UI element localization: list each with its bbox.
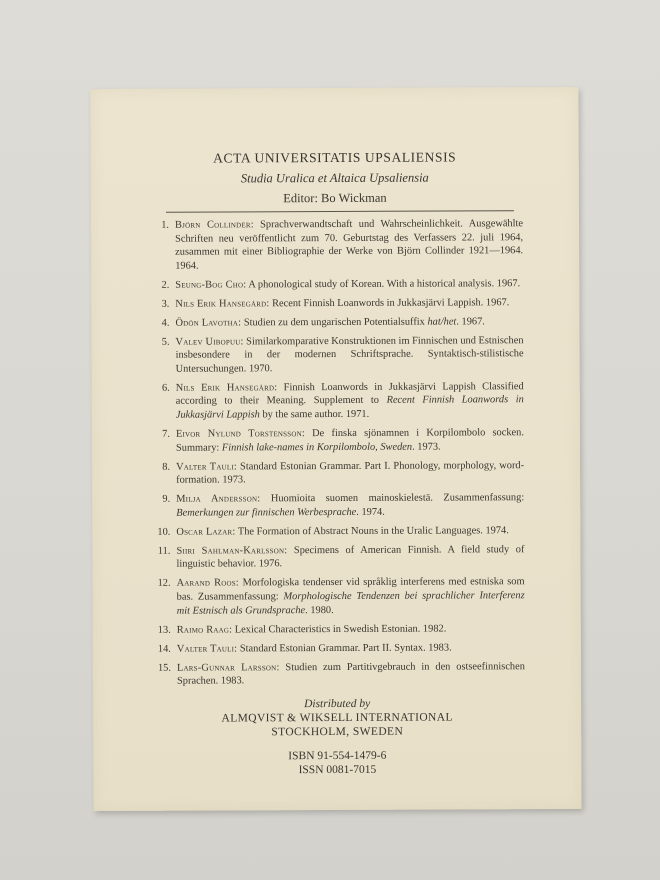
isbn-number: ISBN 91-554-1479-6 xyxy=(288,749,387,763)
volume-number: 5. xyxy=(161,336,170,348)
volume-list-item xyxy=(152,426,524,455)
volume-title: Similarkomparative Konstruktionen im Finnischen und Estnischen insbesondere in der modernen Schriftsprache. Syntaktisch-stilistische Untersuchungen. 1970. xyxy=(175,334,524,375)
volume-title: Huomioita suomen mainoskielestä. Zusammenfassung: xyxy=(260,492,525,505)
volume-title: Standard Estonian Grammar. Part I. Phonology, morphology, word-formation. 1973. xyxy=(176,459,525,486)
volume-number: 14. xyxy=(157,643,171,655)
distributed-by-label: Distributed by xyxy=(304,697,371,711)
volume-author: Valter Tauli: xyxy=(176,461,237,473)
volume-list-item xyxy=(153,622,525,637)
volume-list-item xyxy=(152,524,524,539)
volume-list-item xyxy=(153,660,525,689)
volume-title-italic: Finnish lake-names in Korpilombolo, Sweden xyxy=(221,441,413,454)
publisher-city: STOCKHOLM, SWEDEN xyxy=(271,725,404,739)
volume-author: Oscar Lazar: xyxy=(176,526,236,538)
volume-list-item xyxy=(152,491,524,520)
volume-list-item xyxy=(152,380,524,422)
volume-author: Nils Erik Hansegård: xyxy=(175,382,278,394)
volume-title: Morfologiska tendenser vid språklig interferens med estniska som bas. Zusammenfassung: xyxy=(176,576,525,603)
volume-title-end: . 1974. xyxy=(356,506,385,518)
volume-author: Seung-Bog Cho: xyxy=(175,279,247,291)
volume-author: Lars-Gunnar Larsson: xyxy=(176,661,280,674)
volume-author: Björn Collinder: xyxy=(174,219,254,231)
volume-title: Lexical Characteristics in Swedish Estonian. 1982. xyxy=(232,623,447,635)
volume-number: 2. xyxy=(161,279,170,291)
header-divider xyxy=(166,210,514,213)
volume-number: 4. xyxy=(161,317,170,329)
volume-list-item xyxy=(151,217,523,273)
volume-title: De finska sjönamnen i Korpilombolo socken. Summary: xyxy=(175,427,524,454)
volume-title-end: . 1973. xyxy=(412,441,441,453)
series-header xyxy=(91,147,579,209)
volume-number: 8. xyxy=(162,461,171,473)
volume-title: The Formation of Abstract Nouns in the Uralic Languages. 1974. xyxy=(235,525,509,538)
volume-title-italic: Morphologische Tendenzen bei sprachlicher Interferenz mit Estnisch als Grundsprache xyxy=(176,590,525,617)
volume-list-item xyxy=(151,277,523,292)
identifier-block xyxy=(93,748,581,778)
volume-title-italic: hat/het xyxy=(427,316,457,328)
volume-author: Siiri Sahlman-Karlsson: xyxy=(176,544,288,557)
volume-number: 6. xyxy=(161,382,170,394)
volume-title: Sprachverwandtschaft und Wahrscheinlichkeit. Ausgewählte Schriften neu veröffentlicht zum 70. Geburtstag des Verfassers 22. juli 1964, zusammen mit einer Bibliographie der Werke von Björn Collinder 1921—1964. 1964. xyxy=(175,218,524,272)
series-title: ACTA UNIVERSITATIS UPSALIENSIS xyxy=(213,149,457,166)
volume-number: 11. xyxy=(157,545,171,557)
volume-title-end: . 1967. xyxy=(456,316,485,328)
volume-title: Recent Finnish Loanwords in Jukkasjärvi Lappish. 1967. xyxy=(269,296,510,310)
volume-number: 9. xyxy=(162,493,171,505)
volume-author: Raimo Raag: xyxy=(176,623,233,636)
volume-title-end: by the same author. 1971. xyxy=(259,408,370,421)
publisher-name: ALMQVIST & WIKSELL INTERNATIONAL xyxy=(221,711,453,725)
volume-number: 13. xyxy=(157,624,171,636)
editor-line: Editor: Bo Wickman xyxy=(283,190,387,206)
volume-title: Studien zu dem ungarischen Potentialsuffix xyxy=(241,316,428,329)
volume-number: 1. xyxy=(161,219,170,231)
volume-list-item xyxy=(153,641,525,656)
volume-author: Aarand Roos: xyxy=(176,577,239,590)
volume-number: 12. xyxy=(157,578,171,590)
volume-author: Valter Tauli: xyxy=(176,642,238,655)
volume-list-item xyxy=(153,576,525,618)
volume-list-item xyxy=(151,315,523,330)
volume-list-item xyxy=(151,296,523,311)
series-subtitle: Studia Uralica et Altaica Upsaliensia xyxy=(240,170,429,186)
volume-author: Valev Uibopuu: xyxy=(175,336,244,348)
volume-title-italic: Recent Finnish Loanwords in Jukkasjärvi Lappish xyxy=(175,394,524,421)
volume-title: Specimens of American Finnish. A field study of linguistic behavior. 1976. xyxy=(176,543,525,571)
volume-author: Eivor Nylund Torstensson: xyxy=(175,428,305,440)
volume-list-item xyxy=(152,459,524,488)
volume-title: Finnish Loanwords in Jukkasjärvi Lappish Classified according to their Meaning. Supplement to xyxy=(175,381,524,408)
volume-title: Standard Estonian Grammar. Part II. Syntax. 1983. xyxy=(237,642,452,654)
distribution-block xyxy=(93,696,581,778)
issn-number: ISSN 0081-7015 xyxy=(298,763,377,777)
volume-number: 15. xyxy=(157,662,171,674)
book-back-cover xyxy=(90,87,581,811)
volume-number: 7. xyxy=(162,428,170,440)
volume-title: Studien zum Partitivgebrauch in den ostseefinnischen Sprachen. 1983. xyxy=(176,660,525,687)
volume-title: A phonological study of Korean. With a historical analysis. 1967. xyxy=(246,277,521,291)
volume-author: Nils Erik Hansegård: xyxy=(175,298,270,310)
volume-author: Ödön Lavotha: xyxy=(175,317,242,329)
series-volume-list xyxy=(151,217,525,694)
volume-list-item xyxy=(152,543,524,572)
volume-list-item xyxy=(152,334,524,376)
volume-number: 10. xyxy=(157,526,171,538)
volume-number: 3. xyxy=(161,298,170,310)
volume-title-italic: Bemerkungen zur finnischen Werbesprache xyxy=(176,506,357,519)
volume-author: Milja Andersson: xyxy=(176,493,261,505)
volume-title-end: . 1980. xyxy=(305,604,334,616)
